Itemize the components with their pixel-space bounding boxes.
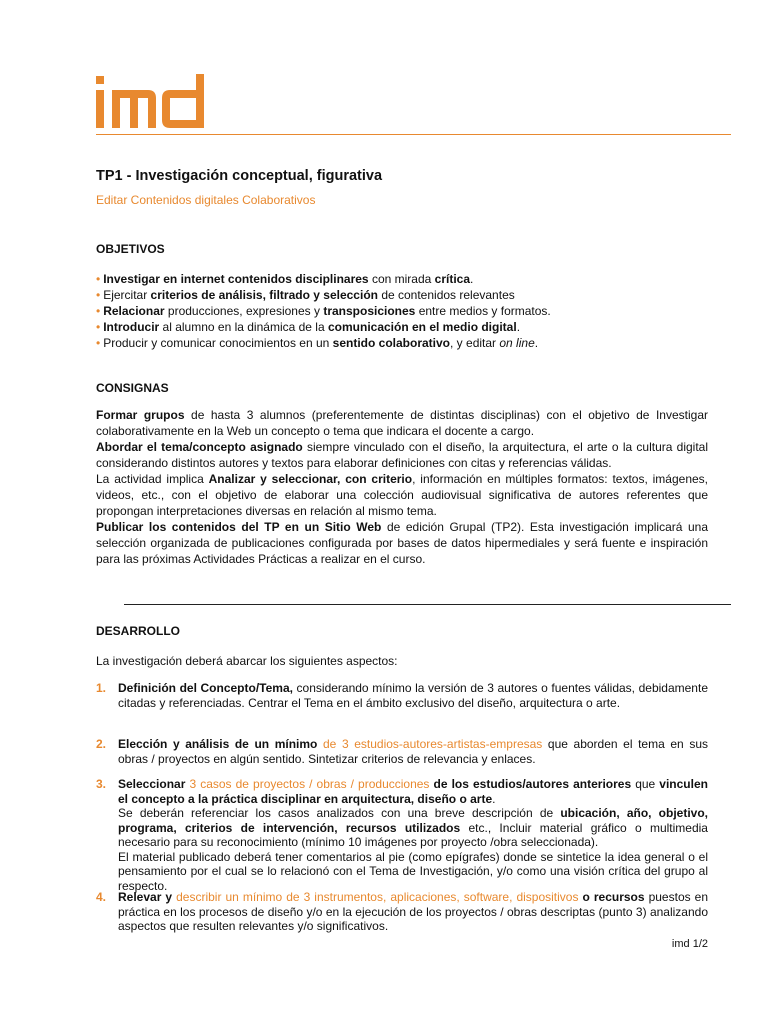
list-item: • Relacionar producciones, expresiones y transposiciones entre medios y formatos. bbox=[96, 304, 551, 318]
imd-logo bbox=[96, 74, 226, 135]
objetivos-heading: OBJETIVOS bbox=[96, 242, 165, 256]
consignas-heading: CONSIGNAS bbox=[96, 381, 169, 395]
desarrollo-item-1 bbox=[96, 681, 708, 710]
bullet-icon: • bbox=[96, 288, 101, 302]
list-item: • Investigar en internet contenidos disciplinares con mirada crítica. bbox=[96, 272, 474, 286]
consignas-paragraph-2: Abordar el tema/concepto asignado siempre vinculado con el diseño, la arquitectura, el arte o la cultura digital considerando distintos autores y textos para elaborar definiciones con citas y referencias válidas. bbox=[96, 440, 708, 470]
consignas-paragraph-1: Formar grupos de hasta 3 alumnos (preferentemente de distintas disciplinas) con el objetivo de Investigar colaborativamente en la Web un concepto o tema que indicara el docente a cargo. bbox=[96, 408, 708, 438]
item-text: Definición del Concepto/Tema, considerando mínimo la versión de 3 autores o fuentes válidas, debidamente citadas y referenciadas. Centrar el Tema en el ámbito exclusivo del diseño, arquitectura o arte. bbox=[118, 681, 708, 710]
page-number: imd 1/2 bbox=[671, 938, 708, 950]
desarrollo-item-2 bbox=[96, 737, 708, 766]
list-item: • Introducir al alumno en la dinámica de la comunicación en el medio digital. bbox=[96, 320, 521, 334]
consignas-paragraph-4: Publicar los contenidos del TP en un Sitio Web de edición Grupal (TP2). Esta investigación implicará una selección organizada de publicaciones configurada por bases de datos hipermediales y será fuente e inspiración para las próximas Actividades Prácticas a realizar en el curso. bbox=[96, 520, 708, 566]
desarrollo-heading: DESARROLLO bbox=[96, 624, 180, 638]
item-number: 1. bbox=[96, 681, 107, 695]
objetivos-list bbox=[96, 271, 731, 351]
document-title: TP1 - Investigación conceptual, figurativa bbox=[96, 168, 383, 184]
desarrollo-intro: La investigación deberá abarcar los siguientes aspectos: bbox=[96, 654, 398, 668]
bullet-icon: • bbox=[96, 272, 101, 286]
bullet-icon: • bbox=[96, 320, 101, 334]
item-number: 4. bbox=[96, 890, 107, 904]
bullet-icon: • bbox=[96, 336, 101, 350]
item-number: 3. bbox=[96, 777, 107, 791]
bullet-icon: • bbox=[96, 304, 101, 318]
item-text: Relevar y describir un mínimo de 3 instrumentos, aplicaciones, software, dispositivos o recursos puestos en práctica en los procesos de diseño y/o en la ejecución de los proyectos / obras descriptas (punto 3) analizando aspectos que resulten relevantes y/o significativos. bbox=[118, 890, 708, 933]
item-number: 2. bbox=[96, 737, 107, 751]
header-rule bbox=[96, 134, 731, 135]
item-text: Seleccionar 3 casos de proyectos / obras / producciones de los estudios/autores anteriores que vinculen el concepto a la práctica disciplinar en arquitectura, diseño o arte. Se deberán referenciar los casos analizados con una breve descripción de ubicación, año, objetivo, programa, criterios de intervención, recursos utilizados etc., Incluir material gráfico o multimedia necesario para su reconocimiento (mínimo 10 imágenes por proyecto /obra seleccionada). El material publicado deberá tener comentarios al pie (como epígrafes) donde se sintetice la idea general o el pensamiento por el cual se lo relacionó con el Tema de Investigación, y/o como una visión crítica del grupo al respecto. bbox=[118, 777, 708, 893]
document-subtitle: Editar Contenidos digitales Colaborativos bbox=[96, 193, 316, 207]
list-item: • Producir y comunicar conocimientos en un sentido colaborativo, y editar on line. bbox=[96, 336, 539, 350]
list-item: • Ejercitar criterios de análisis, filtrado y selección de contenidos relevantes bbox=[96, 288, 515, 302]
section-divider bbox=[124, 604, 731, 605]
consignas-paragraph-3: La actividad implica Analizar y seleccionar, con criterio, información en múltiples formatos: textos, imágenes, videos, etc., con el objetivo de elaborar una colección audiovisual significativa de autores referentes que propongan interpretaciones diversas en relación al mismo tema. bbox=[96, 472, 709, 518]
desarrollo-item-3 bbox=[96, 777, 708, 893]
desarrollo-item-4 bbox=[96, 890, 708, 934]
imd-logo-mark bbox=[96, 74, 226, 130]
consignas-body bbox=[96, 407, 708, 567]
item-text: Elección y análisis de un mínimo de 3 estudios-autores-artistas-empresas que aborden el tema en sus obras / proyectos en algún sentido. Sintetizar criterios de relevancia y enlaces. bbox=[118, 737, 708, 766]
